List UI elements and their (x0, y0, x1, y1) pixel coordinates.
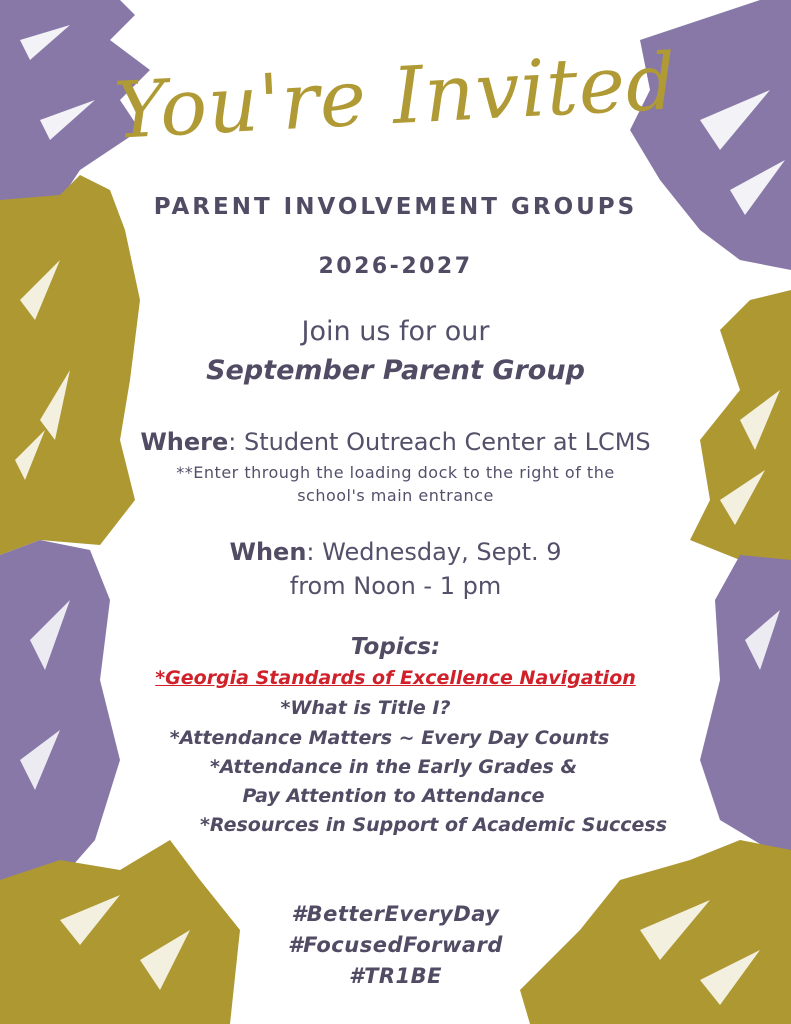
where-value: : Student Outreach Center at LCMS (228, 428, 651, 456)
school-year: 2026-2027 (318, 254, 473, 279)
hashtag: #BetterEveryDay (291, 902, 500, 926)
topic-item-georgia-standards-link[interactable]: *Georgia Standards of Excellence Navigation (155, 667, 636, 689)
entrance-note-line2: school's main entrance (297, 486, 494, 505)
where-line (0, 428, 791, 456)
topic-item: *Resources in Support of Academic Success (199, 814, 668, 836)
topic-item: *Attendance in the Early Grades & (209, 756, 578, 778)
when-label: When (229, 538, 307, 566)
invitation-script-title: You're Invited (111, 37, 680, 157)
event-time: from Noon - 1 pm (289, 572, 502, 600)
topic-item: *Attendance Matters ~ Every Day Counts (169, 727, 610, 749)
invite-line: Join us for our (301, 316, 490, 347)
where-label: Where (140, 428, 229, 456)
event-name: September Parent Group (206, 355, 585, 386)
hashtag: #TR1BE (348, 964, 443, 988)
entrance-note-line1: **Enter through the loading dock to the right of the (176, 463, 615, 482)
when-line (0, 538, 791, 566)
topic-item: Pay Attention to Attendance (242, 785, 545, 807)
topic-item: *What is Title I? (280, 697, 451, 719)
when-value: : Wednesday, Sept. 9 (306, 538, 562, 566)
hashtag: #FocusedForward (288, 933, 503, 957)
parent-involvement-heading: PARENT INVOLVEMENT GROUPS (153, 194, 638, 220)
topics-heading: Topics: (350, 634, 441, 660)
